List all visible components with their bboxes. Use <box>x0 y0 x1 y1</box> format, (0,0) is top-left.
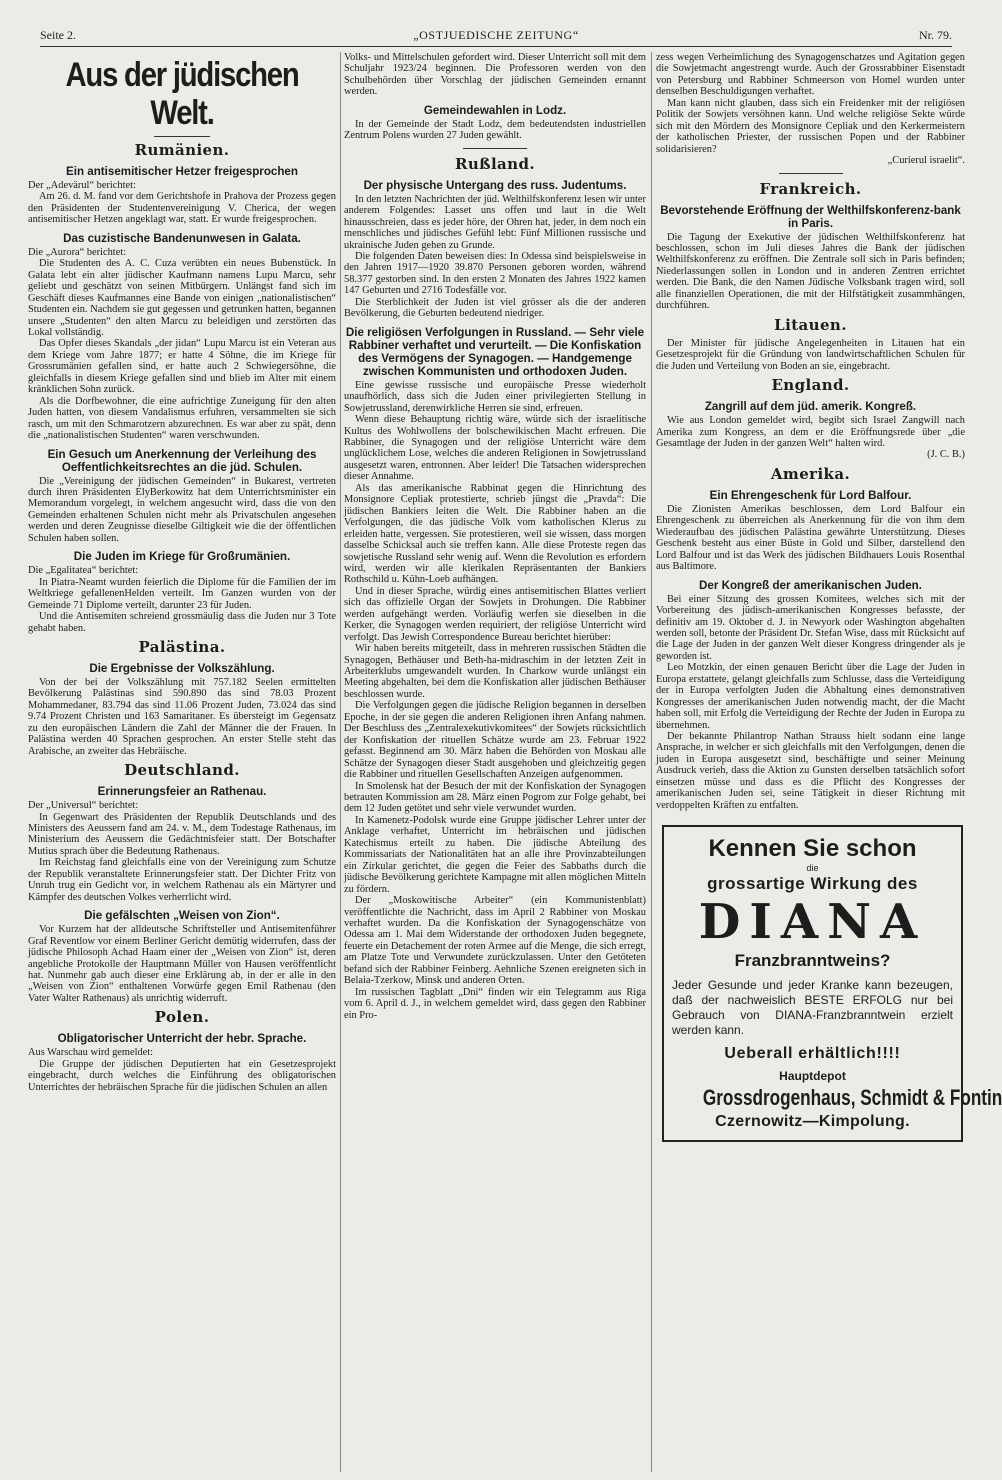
divider <box>463 148 527 149</box>
newspaper-name: „OSTJUEDISCHE ZEITUNG“ <box>413 28 579 42</box>
ad-body: Jeder Gesunde und jeder Kranke kann bezeugen, daß der nachweislich BESTE ERFOLG nur bei Gebrauch von DIANA-Franzbranntwein erzielt werden kann. <box>672 978 953 1038</box>
article-paragraph: Wir haben bereits mitgeteilt, dass in mehreren russischen Städten die Synagogen, Bethäuser und Beth-ha-midraschim in der letzten Zeit in Arbeiterklubs umgewandelt wurden. In Charkow wurde unlängst ein Meeting abgehalten, bei dem die Konfiskation aller jüdischen Bethäuser beschlossen wurde. <box>344 643 646 700</box>
article-paragraph: In der Gemeinde der Stadt Lodz, dem bedeutendsten industriellen Zentrum Polens wurden 27 Juden gewählt. <box>344 118 646 142</box>
article-paragraph: Die Sterblichkeit der Juden ist viel grösser als die der anderen Bevölkerung, die Geburten bedeutend niedriger. <box>344 296 646 320</box>
article-heading: Bevorstehende Eröffnung der Welthilfskonferenz-bank in Paris. <box>660 203 961 230</box>
section-title: Aus der jüdischen Welt. <box>65 56 299 132</box>
article-paragraph: Wie aus London gemeldet wird, begibt sich Israel Zangwill nach Amerika zum Kongress, an dem er die Eröffnungsrede über „die Gesamtlage der Juden in der ganzen Welt“ halten wird. <box>656 415 965 449</box>
country-heading-palaestina: Palästina. <box>138 637 226 656</box>
article-paragraph: Als das amerikanische Rabbinat gegen die Hinrichtung des Monsignore Cepliak protestierte, schrieb jüngst die „Pravda“: Die jüdischen Bankiers leiten die Welt. Die Rabbiner haben an die Verfolgungen, die das jüdische Volk vom katholischen Klerus zu erleiden hatte, vergessen. Sie protestieren, weil sie wissen, dass morgen dasselbe Schicksal auch sie treffen kann. Alle diese Proteste regen das sowjetische Russland sehr wenig auf. Wenn die Revolution es erfordern wird, werden wir alle klerikalen Repräsentanten der Bankiers Rothschild u. Kühn-Loeb aufhängen. <box>344 482 646 586</box>
article-paragraph: Vor Kurzem hat der alldeutsche Schriftsteller und Antisemitenführer Graf Reventlow vor einem Berliner Gericht demütig widerrufen, dass der jüdische Philosoph Achad Haam einer der „Weisen von Zion“ ist, deren angebliche Protokolle der Hauptmann Müller von Hausen veröffentlicht hat. Nunmehr gab auch dieser eine Erklärung ab, in der er alle in den „Weisen von Zion“ enthaltenen Vorwürfe gegen Emil Rathenau (den Vater Walter Rathenaus) als unrichtig widerruft. <box>28 924 336 1004</box>
article-paragraph: Im Reichstag fand gleichfalls eine von der Vereinigung zum Schutze der Republik veranstaltete Erinnerungsfeier statt. Der Dichter Fritz von Unruh trug ein Gedicht vor, in welchem Rathenau als ein Märtyrer und Kämpfer des deutschen Volkes verherrlicht wird. <box>28 857 336 903</box>
ad-line: Ueberall erhältlich!!!! <box>724 1045 901 1063</box>
country-heading-rumaenien: Rumänien. <box>134 141 230 159</box>
article-paragraph: Die „Aurora“ berichtet: <box>28 246 127 258</box>
country-heading-frankreich: Frankreich. <box>759 179 862 198</box>
article-paragraph: Die folgenden Daten beweisen dies: In Odessa sind beispielsweise in den Jahren 1917—1920 39.870 Personen geboren worden, während 58.377 gestorben sind. In den ersten 2 Monaten des Jahres 1922 kamen 147 Geburten und 2716 Todesfälle vor. <box>344 250 646 297</box>
article-heading: Ein Ehrengeschenk für Lord Balfour. <box>709 488 912 502</box>
article-paragraph: Im russischen Tagblatt „Dni“ finden wir ein Telegramm aus Riga vom 6. April d. J., in welchem gemeldet wird, dass gegen den Rabbiner ein Pro- <box>344 986 646 1021</box>
article-paragraph: Die „Vereinigung der jüdischen Gemeinden“ in Bukarest, vertreten durch ihren Präsidenten ElyBerkowitz hat dem Unterrichtsminister ein Memorandum vorgelegt, in welchem angesucht wird, dass die von den Gemeinden erhaltenen Schulen nicht mehr als Privatschulen angesehen werden und deren Zeugnisse dieselbe Giltigkeit wie die der öffentlichen Schulen haben sollen. <box>28 475 336 544</box>
article-paragraph: zess wegen Verheimlichung des Synagogenschatzes und Agitation gegen die Sowjetmacht angestrengt wurde. Auch der Grossrabbiner Eisenstadt von Petersburg und Rabbiner Schmeerson von Homel wurden unter denselben Beschuldigungen verhaftet. <box>656 52 965 98</box>
article-heading: Der physische Untergang des russ. Judentums. <box>363 178 627 192</box>
article-paragraph: In Smolensk hat der Besuch der mit der Konfiskation der Synagogen betrauten Kommission am 28. März einen Pogrom zur Folge gehabt, bei dem 12 Juden getötet und sehr viele verwundet wurden. <box>344 780 646 815</box>
country-heading-russland: Rußland. <box>454 154 535 173</box>
article-heading: Die Ergebnisse der Volkszählung. <box>89 661 275 675</box>
article-paragraph: Der Minister für jüdische Angelegenheiten in Litauen hat ein Gesetzesprojekt für die Gründung von landwirtschaftlichen Schulen für die Juden und Verteilung von Boden an sie, eingebracht. <box>656 337 965 372</box>
article-heading: Erinnerungsfeier an Rathenau. <box>97 785 267 799</box>
article-paragraph: Leo Motzkin, der einen genauen Bericht über die Lage der Juden in Europa erstattete, gelangt gleichfalls zum Schlusse, dass die Verteidigung der in Europa verfolgten Juden die Abhaltung eines demonstrativen Kongresses der amerikanischen Juden notwendig macht, der die Macht haben soll, mit Erfolg die Verteidigung der Rechte der Juden in Europa zu übernehmen. <box>656 662 965 731</box>
article-paragraph: Die Verfolgungen gegen die jüdische Religion begannen in derselben Epoche, in der sie gegen die anderen Religionen ihren Anfang nahmen. Der Beschluss des „Zentralexekutivkomitees“ der Sowjets rücksichtlich der Konfiskation der rituellen Schätze wurde am 23. Februar 1922 gefasst. Beginnend am 30. März haben die Behörden von Moskau alle Schätze der Synagogen dieser Stadt ausgehoben und gleichzeitig gegen die Rabbiner und rituellen Gesellschaften Anzeigen aufgenommen. <box>344 700 646 781</box>
article-paragraph: Man kann nicht glauben, dass sich ein Freidenker mit der religiösen Politik der Sowjets versöhnen kann. Und welche religiöse Sekte würde sich mit den Mördern des Monsignore Cepliak und den Kerkermeistern der katholischen Priester, der russischen Popen und der Rabbiner solidarisieren? <box>656 97 965 155</box>
country-heading-amerika: Amerika. <box>770 464 851 483</box>
ad-line: Franzbranntweins? <box>734 951 891 971</box>
article-heading: Die gefälschten „Weisen von Zion“. <box>84 909 280 923</box>
divider <box>779 173 843 174</box>
article-paragraph: Der „Universul“ berichtet: <box>28 800 139 812</box>
ad-brand: DIANA <box>698 894 927 951</box>
country-heading-england: England. <box>771 376 850 395</box>
article-source: „Curierul israelit“. <box>887 155 965 167</box>
article-paragraph: Eine gewisse russische und europäische Presse wiederholt unaufhörlich, dass sich die Juden einer privilegierten Stellung in Sowjetrussland, derenwirkliche Herren sie sind, erfreuen. <box>344 379 646 414</box>
column-1 <box>28 52 336 1472</box>
article-heading: Gemeindewahlen in Lodz. <box>423 103 567 117</box>
country-heading-polen: Polen. <box>154 1008 210 1027</box>
column-3 <box>651 52 1002 1472</box>
advertisement-diana <box>662 825 1002 1142</box>
article-paragraph: Als die Dorfbewohner, die eine aufrichtige Zuneigung für den alten Juden hatten, von diesem Vandalismus erfuhren, versammelten sie sich rasch, um mit den Schmarotzern abzurechnen. Es war aber zu spät, denn die „nationalistischen Studenten“ waren verschwunden. <box>28 395 336 442</box>
article-heading: Das cuzistische Bandenunwesen in Galata. <box>63 231 301 245</box>
article-paragraph: In Kamenetz-Podolsk wurde eine Gruppe jüdischer Lehrer unter der Anklage verhaftet, Unterricht im hebräischen und jüdischen Katechismus erteilt zu haben. Die jüdische Abteilung des Kommissariats der Nationalitäten hat an alle ihre Provinzabteilungen ein Zirkular gerichtet, die gegen die Feier des Sabbaths durch die jüdische Bevölkerung gerichtete Kampagne mit allen möglichen Mitteln zu fördern. <box>344 814 646 895</box>
page-number: Seite 2. <box>40 28 76 42</box>
article-paragraph: Der „Moskowitische Arbeiter“ (ein Kommunistenblatt) veröffentlichte die Nachricht, dass im April 2 Rabbiner von Moskau verhaftet wurden. Da die Konfiskation der Synagogenschätze von Odessa am 1. Mai dem Widerstande der orthodoxen Juden begegnete, feuerte ein Detachement der roten Armee auf die Menge, die sich erregt, am Platze Tote und Verwundete zurückzulassen. Unter den Getöteten befand sich der Rabbiner Feinberg. Aehnliche Szenen ereigneten sich in Belaia-Tzerkow, Minsk und anderen Orten. <box>344 895 646 987</box>
issue-number: Nr. 79. <box>919 28 952 42</box>
ad-line: Grossdrogenhaus, Schmidt & Fontin <box>702 1085 1002 1111</box>
article-heading: Zangrill auf dem jüd. amerik. Kongreß. <box>704 400 917 414</box>
ad-line: grossartige Wirkung des <box>707 874 918 894</box>
article-heading: Der Kongreß der amerikanischen Juden. <box>699 578 922 592</box>
article-paragraph: Das Opfer dieses Skandals „der jidan“ Lupu Marcu ist ein Veteran aus dem Kriege vom Jahre 1877; er hatte 4 Söhne, die im Kriege für Grossrumänien gefallen sind, er hatte auch 2 Schwiegersöhne, die gleichfalls in diesem Kriege gefallen sind und blieb im Alter mit einem kränklichen Sohn zurück. <box>28 338 336 396</box>
article-paragraph: Wenn diese Behauptung richtig wäre, würde sich der israelitische Kultus des Wohlwollens der bolschewikischen Macht erfreuen. Die Rabbiner, die Synagogen und der religiöse Unterricht wäre dem unglücklichem Lose, welches die anderen Religionen in Sowjetrussland ausgesetzt waren, entronnen. Aber leider! Die Tatsachen widersprechen dieser Annahme. <box>344 414 646 483</box>
ad-line: Hauptdepot <box>779 1069 846 1084</box>
article-paragraph: Der bekannte Philantrop Nathan Strauss hielt sodann eine lange Ansprache, in welcher er sich gleichfalls mit den Verfolgungen, denen die juden in Europa ausgesetzt sind, beschäftigte und seiner Meinung Ausdruck verieh, dass die Aktion zu Gunsten derselben tatsächlich sofort einsetzen müsse und dass es die Pflicht des Kongresses der amerikanischen Juden sei, seine Tätigkeit in dieser Richtung mit verdoppelten Kräften zu entfalten. <box>656 731 965 811</box>
column-2 <box>340 52 646 1472</box>
divider <box>154 136 210 137</box>
page-header <box>40 26 952 47</box>
ad-line: die <box>806 863 819 874</box>
article-source: (J. C. B.) <box>927 449 965 461</box>
article-paragraph: In Piatra-Neamt wurden feierlich die Diplome für die Familien der im Weltkriege gefallenenHelden verteilt. Im Ganzen wurden von der Gemeinde 71 Diplome verteilt, darunter 23 für Juden. <box>28 576 336 611</box>
article-heading: Obligatorischer Unterricht der hebr. Sprache. <box>57 1032 307 1046</box>
country-heading-litauen: Litauen. <box>774 315 847 334</box>
article-paragraph: Die „Egalitatea“ berichtet: <box>28 565 139 577</box>
article-paragraph: Und die Antisemiten schreiend grossmäulig dass die Juden nur 3 Tote gehabt haben. <box>28 611 336 634</box>
article-heading: Ein Gesuch um Anerkennung der Verleihung des Oeffentlichkeitsrechtes an die jüd. Schulen. <box>47 447 317 474</box>
article-paragraph: In den letzten Nachrichten der jüd. Welthilfskonferenz lesen wir unter anderem Folgendes: Lasset uns offen und laut in die Welt hinausschreien, dass es jeder höre, der Ohren hat, jeder, in dem noch ein menschliches und jüdisches Gefühl lebt: Fünf Millionen russische und ukrainische Juden gehen zu Grunde. <box>344 193 646 251</box>
article-paragraph: Die Zionisten Amerikas beschlossen, dem Lord Balfour ein Ehrengeschenk zu überreichen als Anerkennung für die von ihm dem Wiederaufbau des jüdischen Palästina gewährte Unterstützung. Dieses Geschenk besteht aus einer Büste in Gold und Silber, darstellend den Lord Balfour und ist das Werk des jüdischen Bildhauers Louis Rosenthal aus Baltimore. <box>656 503 965 573</box>
article-heading: Die religiösen Verfolgungen in Russland. — Sehr viele Rabbiner verhaftet und verurteilt. — Die Konfiskation des Vermögens der Synagogen. — Handgemenge zwischen Kommunisten und orthodoxen Juden. <box>345 325 645 378</box>
article-paragraph: Die Tagung der Exekutive der jüdischen Welthilfskonferenz hat beschlossen, schon im Juli dieses Jahres die Bank der jüdischen Welthilfskonferenz zu eröffnen. Die Zentrale soll sich in Paris befinden; Niederlassungen sollen in London und in anderen Zentren errichtet werden. Die Bank, die den Namen Jüdische Volksbank tragen wird, soll alle finanziellen Operationen, die mit der Hilfstätigkeit zusammhängen, durchführen. <box>656 231 965 312</box>
article-paragraph: Die Gruppe der jüdischen Deputierten hat ein Gesetzesprojekt eingebracht, durch welches die Einführung des obligatorischen Unterrichtes der hebräischen Sprache für die jüdischen Schulen an allen <box>28 1058 336 1093</box>
ad-line: Kennen Sie schon <box>708 835 917 863</box>
article-heading: Die Juden im Kriege für Großrumänien. <box>73 550 291 564</box>
country-heading-deutschland: Deutschland. <box>124 761 240 780</box>
article-paragraph: Volks- und Mittelschulen gefordert wird. Dieser Unterricht soll mit dem Schuljahr 1923/24 beginnen. Die Professoren werden von den Schulbehörden über Vorschlag der jüdischen Gemeinden ernannt werden. <box>344 52 646 98</box>
article-paragraph: Aus Warschau wird gemeldet: <box>28 1047 154 1059</box>
article-paragraph: Am 26. d. M. fand vor dem Gerichtshofe in Prahova der Prozess gegen den Präsidenten der Studentenvereinigung V. Cherica, der wegen antisemitischer Hetzen angeklagt war, statt. Er wurde freigesprochen. <box>28 191 336 226</box>
article-paragraph: Von der bei der Volkszählung mit 757.182 Seelen ermittelten Bevölkerung Palästinas sind 590.890 das sind 78.03 Prozent Mohammedaner, 83.794 das sind 11.06 Prozent Juden, 73.024 das sind 9.74 Prozent Christen und 163 Samaritaner. Es übersteigt im Gegensatz zu den europäischen Ländern die Zahl der Männer die der Frauen. In Palästina werden 40 Sprachen gesprochen. An erster Stelle steht das Arabische, an zweiter das Hebräische. <box>28 676 336 757</box>
article-paragraph: Die Studenten des A. C. Cuza verübten ein neues Bubenstück. In Galata lebt ein alter jüdischer Kaufmann namens Lupu Marcu, sehr geliebt und geschätzt von seinen Mitbürgern. Unlängst fand sich im Geschäft dieses Kaufmannes eine Bande von einigen „nationalistischen“ Studenten ein. Nachdem sie gut gegessen und getrunken hatten, begannen unsere „Studenten“ den alten Marcu zu beleidigen und zerstörten das Lokal vollständig. <box>28 258 336 338</box>
article-heading: Ein antisemitischer Hetzer freigesprochen <box>66 165 298 178</box>
article-paragraph: Der „Adevärul“ berichtet: <box>28 180 136 191</box>
article-paragraph: In Gegenwart des Präsidenten der Republik Deutschlands und des Ministers des Aeussern fand am 24. v. M., dem Todestage Rathenaus, im Ministerium des Aeussern die Gedächtnisfeier statt. Der Botschafter Mutius sprach über die Bedeutung Rathenaus. <box>28 811 336 857</box>
ad-line: Czernowitz—Kimpolung. <box>715 1113 910 1131</box>
article-paragraph: Und in dieser Sprache, würdig eines antisemitischen Blattes verliert sich das offizielle Organ der Sowjets in Drohungen. Die Rabbiner werden aufgehängt werden. Vorläufig werfen sie dieselben in die Kerker, die Synagogen werden requiriert, der religiöse Unterricht wird verfolgt. Das Jewish Correspondence Bureau berichtet hierüber: <box>344 585 646 643</box>
article-paragraph: Bei einer Sitzung des grossen Komitees, welches sich mit der Vorbereitung des jüdisch-amerikanischen Kongresses befasste, der definitiv am 19. Oktober d. J. in Newyork oder Washington abgehalten werden soll, betonte der Präsident Dr. Stefan Wise, dass mit Rücksicht auf die Lage der Juden in der ganzen Welt dieser Kongress dringender als je geworden ist. <box>656 593 965 662</box>
